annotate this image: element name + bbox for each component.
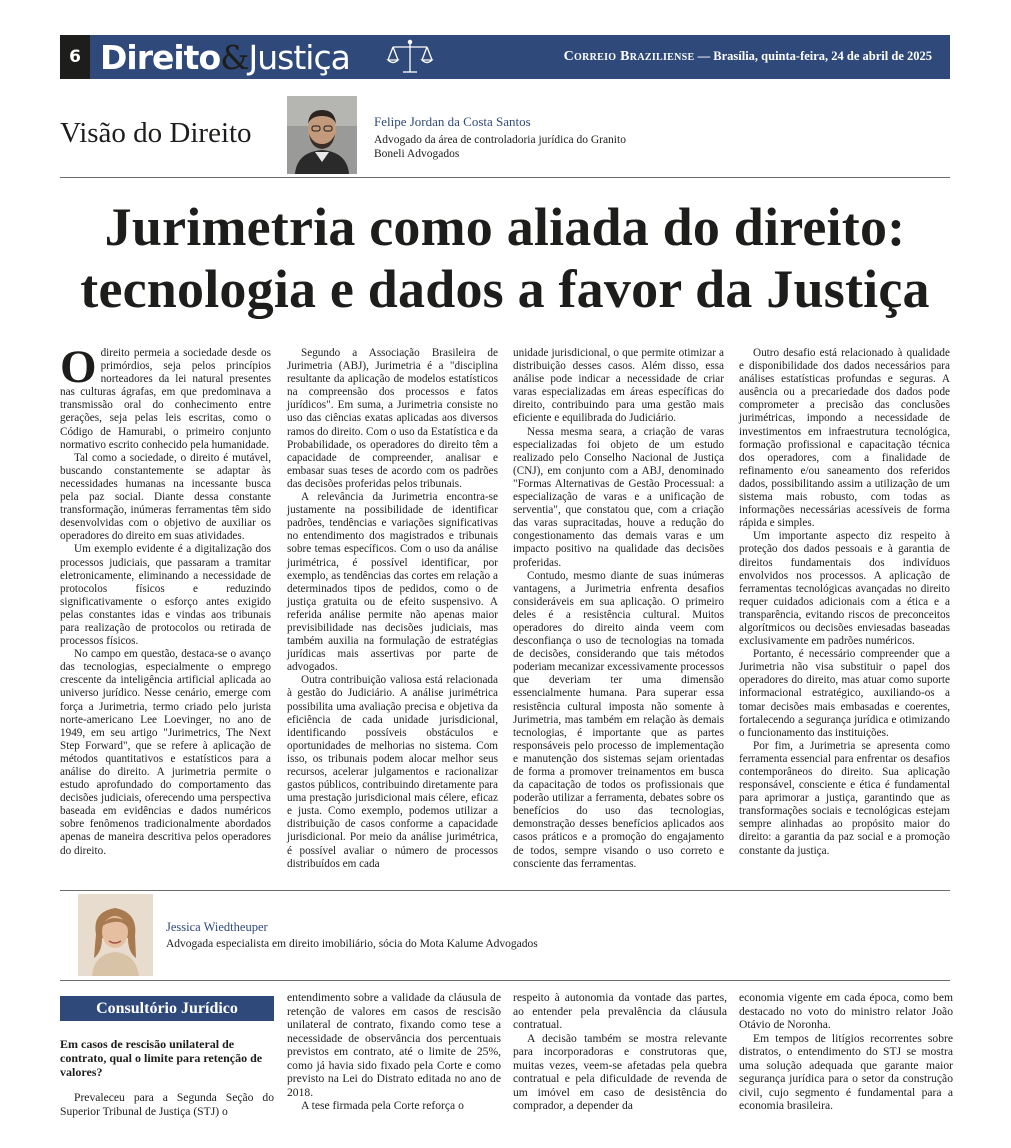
drop-cap: O bbox=[60, 341, 97, 393]
consultorio-column-1 bbox=[60, 1091, 274, 1118]
article-paragraph: No campo em questão, destaca-se o avanço das tecnologias, especialmente o emprego crescente da inteligência artificial aplicada ao universo jurídico. Nesse cenário, emerge com força a Jurimetria, termo criado pelo jurista norte-americano Lee Loevinger, no ano de 1949, em seu artigo "Jurimetrics, The Next Step Forward", que se refere à aplicação de métodos quantitativos e estatísticos para a análise do direito. A jurimetria permite o estudo aprofundado do comportamento das decisões judiciais, oferecendo uma perspectiva baseada em evidências e dados numéricos sobre fenômenos tradicionalmente abordados apenas de maneira descritiva pelos operadores do direito. bbox=[60, 648, 271, 857]
article-paragraph: Nessa mesma seara, a criação de varas especializadas foi objeto de um estudo realizado pelo Conselho Nacional de Justiça (CNJ), em conjunto com a ABJ, denominado "Formas Alternativas de Gestão Processual: a especialização de varas e a unificação de serventia", que constatou que, com a criação das varas supracitadas, houve a redução do congestionamento das demais varas e um impacto positivo na qualidade das decisões proferidas. bbox=[513, 425, 724, 569]
consultorio-paragraph: Em tempos de litígios recorrentes sobre distratos, o entendimento do STJ se mostra uma solução adequada que garante maior segurança jurídica para o setor da construção civil, cujo segmento é fundamental para a economia brasileira. bbox=[739, 1031, 953, 1112]
consultorio-column-2 bbox=[287, 991, 501, 1113]
scales-of-justice-icon bbox=[385, 38, 435, 76]
divider-middle bbox=[60, 890, 950, 891]
consultorio-paragraph: economia vigente em cada época, como bem destacado no voto do ministro relator João Otávio de Noronha. bbox=[739, 991, 953, 1031]
consultorio-question: Em casos de rescisão unilateral de contrato, qual o limite para retenção de valores? bbox=[60, 1037, 263, 1079]
author-description: Advogado da área de controladoria jurídica do Granito Boneli Advogados bbox=[374, 134, 626, 160]
consultorio-column-3 bbox=[513, 991, 727, 1113]
section-title-second: Justiça bbox=[248, 38, 350, 77]
section-title-amp: & bbox=[220, 38, 249, 77]
publication-date: — Brasília, quinta-feira, 24 de abril de 2025 bbox=[697, 49, 932, 63]
headline-line-1: Jurimetria como aliada do direito: bbox=[104, 197, 906, 257]
author2-portrait-image bbox=[78, 894, 153, 976]
consultorio-paragraph: A tese firmada pela Corte reforça o bbox=[301, 1099, 464, 1112]
author-name: Felipe Jordan da Costa Santos bbox=[374, 114, 531, 129]
article-paragraph: Contudo, mesmo diante de suas inúmeras vantagens, a Jurimetria enfrenta desafios consideráveis em sua aplicação. O primeiro deles é a resistência cultural. Muitos operadores do direito ainda veem com desconfiança o uso de tecnologias na tomada de decisões, considerando que tais métodos poderiam mecanizar excessivamente processos que deveriam ter uma dimensão essencialmente humana. Para superar essa resistência cultural imposta não somente à Jurimetria, mas também em relação às demais tecnologias, é importante que as partes responsáveis pelo processo de implementação e manutenção dos sistemas sejam orientadas de forma a promover treinamentos em busca da capacitação de todos os profissionais que poderão utilizar a ferramenta, debates sobre os benefícios do uso das tecnologias, demonstração desses benefícios aplicados aos casos práticos e a promoção do engajamento de todos, sempre visando o uso correto e consciente das ferramentas. bbox=[513, 569, 724, 870]
headline-line-2: tecnologia e dados a favor da Justiça bbox=[80, 259, 930, 319]
consultorio-section-tag: Consultório Jurídico bbox=[60, 996, 274, 1021]
article-paragraph: Um importante aspecto diz respeito à proteção dos dados pessoais e à garantia de direitos fundamentais dos indivíduos envolvidos nos processos. A aplicação de ferramentas tecnológicas avançadas no direito requer cuidados adicionais com a ética e a transparência, evitando riscos de preconceitos algorítmicos ou decisões enviesadas baseadas exclusivamente em padrões numéricos. bbox=[739, 530, 950, 648]
author2-description: Advogada especialista em direito imobiliário, sócia do Mota Kalume Advogados bbox=[166, 938, 538, 950]
article-paragraph: Outro desafio está relacionado à qualidade e disponibilidade dos dados necessários para análises estatísticas profundas e seguras. A ausência ou a precariedade dos dados pode comprometer a precisão das conclusões jurimétricas, impondo a necessidade de investimentos em infraestrutura tecnológica, formação profissional e capacitação técnica dos operadores, com a finalidade de refinamento e/ou saneamento dos referidos dados, possibilitando assim a utilização de um sistema mais robusto, com todas as informações necessárias acessíveis de forma rápida e simples. bbox=[739, 347, 950, 530]
dateline bbox=[564, 49, 932, 65]
section-title bbox=[100, 38, 350, 77]
article-paragraph: Um exemplo evidente é a digitalização dos processos judiciais, que passaram a tramitar eletronicamente, eliminando a necessidade de protocolos físicos e reduzindo significativamente o esforço antes exigido pelas constantes idas e vindas aos tribunais para realização de protocolos ou retirada de processos físicos. bbox=[60, 543, 271, 648]
consultorio-paragraph: respeito à autonomia da vontade das partes, ao entender pela prevalência da cláusula contratual. bbox=[513, 991, 727, 1031]
author2-photo bbox=[78, 894, 153, 976]
consultorio-column-4 bbox=[739, 991, 953, 1113]
divider-top bbox=[60, 177, 950, 178]
article-paragraph: unidade jurisdicional, o que permite otimizar a distribuição desses casos. Além disso, essa análise pode indicar a necessidade de criar varas especializadas em áreas específicas do direito, contribuindo para uma gestão mais eficiente e equilibrada do Judiciário. bbox=[513, 347, 724, 425]
consultorio-paragraph: entendimento sobre a validade da cláusula de retenção de valores em casos de rescisão unilateral de contrato, fixando como tese a necessidade de observância dos percentuais previstos em contrato, até o limite de 25%, como já havia sido fixado pela Corte e como previsto na Lei do Distrato editada no ano de 2018. bbox=[287, 991, 501, 1099]
article-headline bbox=[45, 196, 965, 320]
divider-bottom bbox=[60, 980, 950, 981]
section-title-main: Direito bbox=[100, 38, 221, 77]
article-paragraph-text: direito permeia a sociedade desde os primórdios, seja pelos princípios norteadores da lei natural presentes nas culturas ágrafas, em que predominava a transmissão oral do conhecimento entre gerações, seja pelas leis escritas, como o Código de Hamurabi, o primeiro conjunto normativo escrito conhecido pela humanidade. bbox=[60, 347, 271, 451]
article-column-4 bbox=[739, 347, 950, 858]
article-paragraph: Outra contribuição valiosa está relacionada à gestão do Judiciário. A análise jurimétrica possibilita uma avaliação precisa e objetiva da eficiência de cada unidade jurisdicional, identificando possíveis obstáculos e oportunidades de melhorias no sistema. Com isso, os tribunais podem alocar melhor seus recursos, acelerar julgamentos e racionalizar gastos públicos, contribuindo diretamente para uma prestação jurisdicional mais célere, eficaz e justa. Como exemplo, podemos utilizar a distribuição de casos conforme a capacidade jurisdicional. Por meio da análise jurimétrica, é possível avaliar o número de processos distribuídos em cada bbox=[287, 674, 498, 870]
article-column-3 bbox=[513, 347, 724, 871]
article-paragraph bbox=[60, 341, 271, 452]
article-paragraph: Por fim, a Jurimetria se apresenta como ferramenta essencial para enfrentar os desafios contemporâneos do direito. Sua aplicação responsável, consciente e ética é fundamental para aprimorar a justiça, garantindo que as transformações sociais e tecnológicas estejam sempre alinhadas ao propósito maior do direito: a garantia da paz social e a promoção constante da justiça. bbox=[739, 739, 950, 857]
newspaper-name: Correio Braziliense bbox=[563, 49, 695, 64]
article-column-2 bbox=[287, 347, 498, 871]
author-photo bbox=[287, 96, 357, 174]
consultorio-paragraph: Prevaleceu para a Segunda Seção do Superior Tribunal de Justiça (STJ) o bbox=[60, 1091, 274, 1118]
column-title: Visão do Direito bbox=[60, 117, 252, 149]
section-masthead bbox=[60, 35, 950, 79]
article-paragraph: Tal como a sociedade, o direito é mutável, buscando constantemente se adaptar às necessidades humanas na incessante busca pela paz social. Diante dessa constante transformação, inúmeras ferramentas têm sido desenvolvidas com o objetivo de auxiliar os operadores do direito em suas atividades. bbox=[60, 451, 271, 543]
article-column-1 bbox=[60, 341, 271, 858]
consultorio-paragraph: A decisão também se mostra relevante para incorporadoras e construtoras que, muitas vezes, veem-se afetadas pela quebra contratual e pela dificuldade de revenda de um imóvel em caso de desistência do comprador, a depender da bbox=[513, 1031, 727, 1112]
article-paragraph: Segundo a Associação Brasileira de Jurimetria (ABJ), Jurimetria é a "disciplina resultante da aplicação de modelos estatísticos na compreensão dos processos e fatos jurídicos". Em suma, a Jurimetria consiste no uso das ciências exatas aplicadas aos diversos ramos do direito. Com o uso da Estatística e da Probabilidade, os operadores do direito têm a capacidade de compreender, analisar e embasar suas teses de acordo com os padrões das decisões proferidas pelos tribunais. bbox=[287, 347, 498, 490]
article-paragraph: Portanto, é necessário compreender que a Jurimetria não visa substituir o papel dos operadores do direito, mas atuar como suporte informacional estratégico, auxiliando-os a tomar decisões mais embasadas e coerentes, fortalecendo a segurança jurídica e otimizando o funcionamento das instituições. bbox=[739, 648, 950, 739]
article-paragraph: A relevância da Jurimetria encontra-se justamente na possibilidade de identificar padrões, tendências e variações significativas no entendimento dos magistrados e tribunais sobre temas específicos. Com o uso da análise jurimétrica, é possível identificar, por exemplo, as tendências das cortes em relação a determinados tipos de pedidos, como o de justiça gratuita ou de efeito suspensivo. A referida análise permite não apenas maior previsibilidade nas decisões judiciais, mas também auxilia na formulação de estratégias jurídicas mais assertivas por parte de advogados. bbox=[287, 491, 498, 674]
author2-name: Jessica Wiedtheuper bbox=[166, 920, 268, 934]
author-portrait-image bbox=[287, 96, 357, 174]
page-number: 6 bbox=[60, 35, 90, 79]
